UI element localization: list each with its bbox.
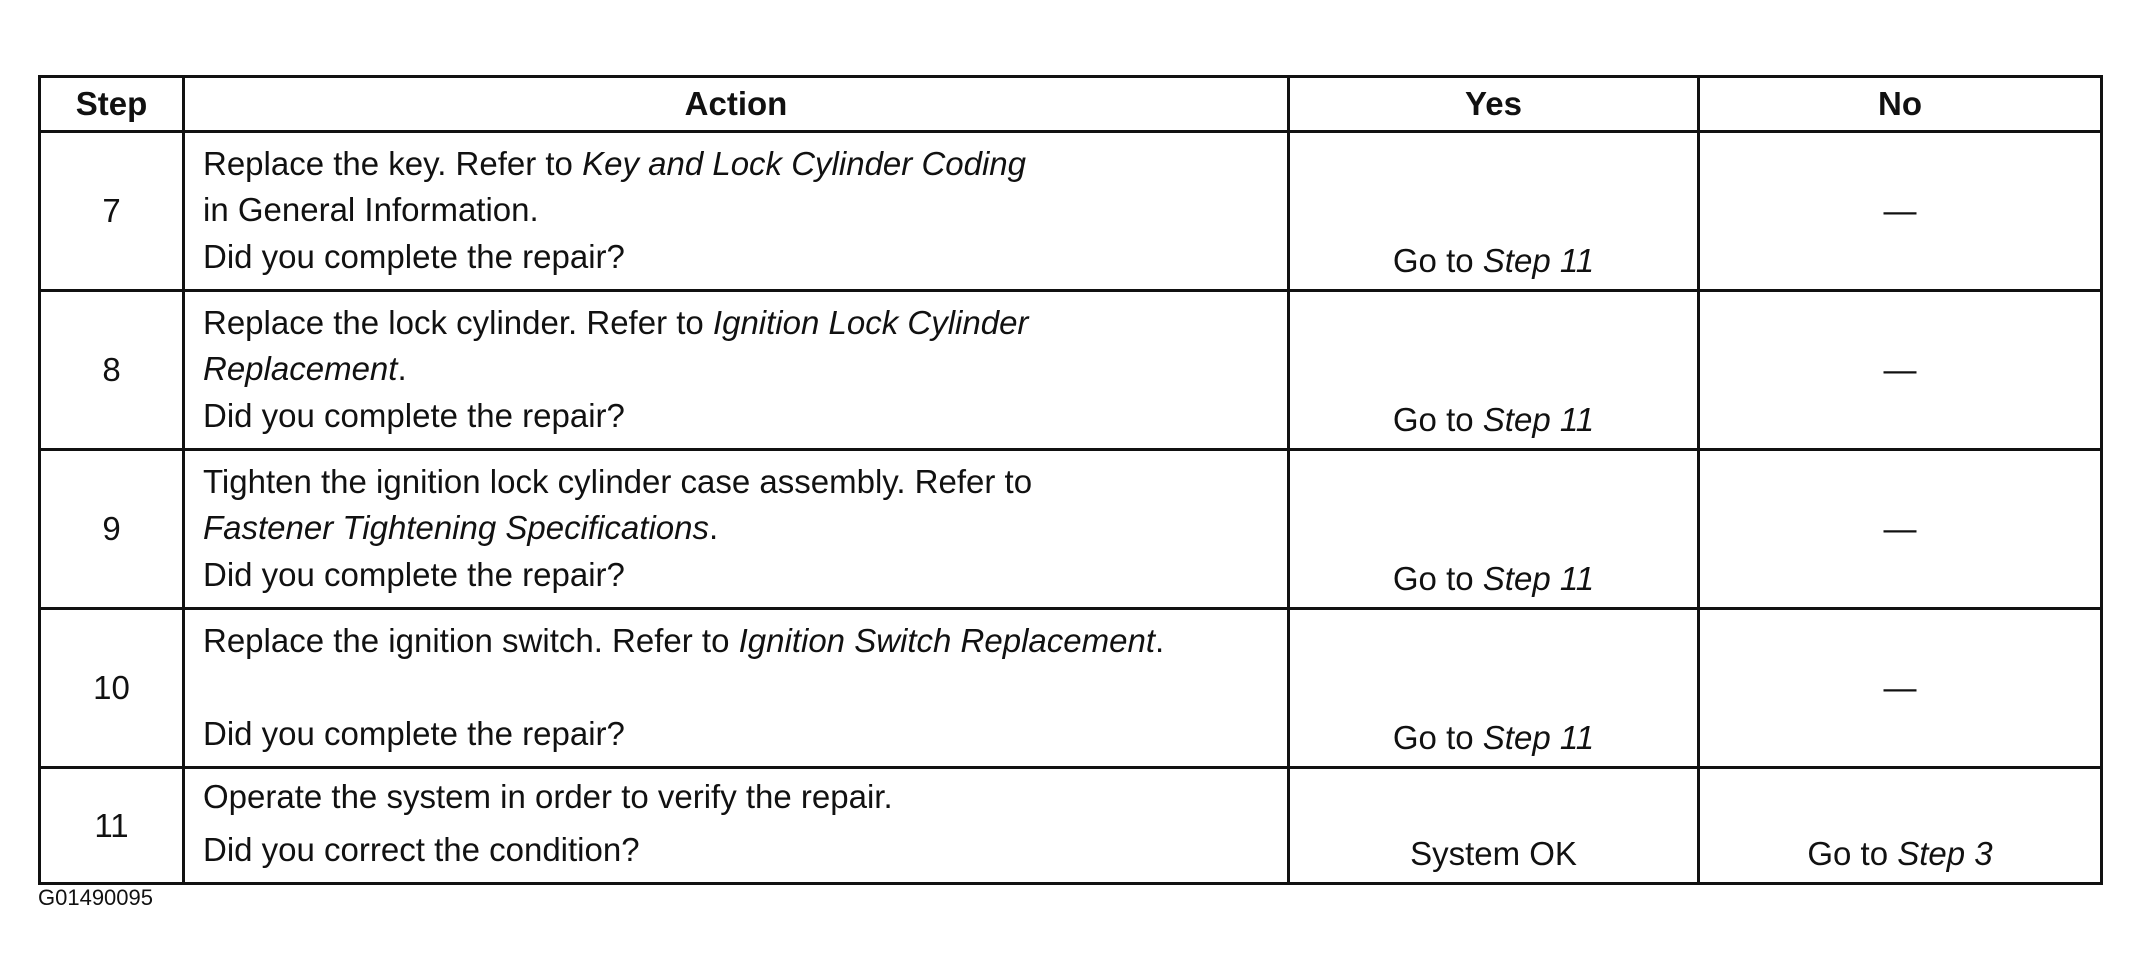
action-question: Did you complete the repair? [203, 238, 625, 275]
yes-step-reference: Step 11 [1482, 560, 1595, 597]
table-row [40, 291, 2102, 450]
no-value: — [1883, 192, 1917, 229]
action-reference: Fastener Tightening Specifications [203, 509, 709, 546]
action-text: Replace the lock cylinder. Refer to [203, 304, 713, 341]
table-header-row [40, 77, 2102, 132]
action-reference: Ignition Lock Cylinder [712, 304, 1029, 341]
action-text: . [397, 350, 407, 387]
table-row [40, 450, 2102, 609]
yes-text: Go to [1392, 560, 1483, 597]
yes-cell [1289, 450, 1699, 609]
action-question: Did you correct the condition? [203, 831, 640, 868]
action-cell [184, 609, 1289, 768]
step-number: 8 [40, 291, 184, 450]
yes-text: Go to [1392, 719, 1483, 756]
action-question: Did you complete the repair? [203, 556, 625, 593]
action-question: Did you complete the repair? [203, 397, 625, 434]
action-question: Did you complete the repair? [203, 715, 625, 752]
diagnostic-table [38, 75, 2103, 885]
step-number: 9 [40, 450, 184, 609]
header-no: No [1699, 77, 2102, 132]
action-text: . [709, 509, 719, 546]
yes-step-reference: Step 11 [1482, 242, 1595, 279]
action-cell [184, 132, 1289, 291]
action-cell [184, 450, 1289, 609]
yes-cell [1289, 609, 1699, 768]
no-cell [1699, 768, 2102, 884]
action-instruction [203, 133, 1277, 233]
yes-step-reference: Step 11 [1482, 401, 1595, 438]
yes-cell [1289, 291, 1699, 450]
action-text: in General Information. [203, 191, 539, 228]
action-text: Replace the ignition switch. Refer to [203, 622, 739, 659]
yes-text: Go to [1392, 242, 1483, 279]
no-step-reference: Step 3 [1897, 835, 1993, 872]
no-text: Go to [1807, 835, 1898, 872]
no-cell [1699, 132, 2102, 291]
step-number: 11 [40, 768, 184, 884]
action-cell [184, 768, 1289, 884]
header-step: Step [40, 77, 184, 132]
action-instruction: Operate the system in order to verify the repair. [203, 778, 893, 815]
action-text: . [1155, 622, 1165, 659]
action-reference: Ignition Switch Replacement [738, 622, 1155, 659]
yes-step-reference: Step 11 [1482, 719, 1595, 756]
no-cell [1699, 291, 2102, 450]
no-cell [1699, 450, 2102, 609]
table-row [40, 132, 2102, 291]
table-row [40, 768, 2102, 884]
header-action: Action [184, 77, 1289, 132]
yes-cell [1289, 132, 1699, 291]
step-number: 10 [40, 609, 184, 768]
action-reference: Key and Lock Cylinder Coding [582, 145, 1027, 182]
action-instruction [203, 292, 1277, 392]
no-value: — [1883, 510, 1917, 547]
no-value: — [1883, 669, 1917, 706]
yes-cell [1289, 768, 1699, 884]
action-cell [184, 291, 1289, 450]
action-text: Tighten the ignition lock cylinder case assembly. Refer to [203, 463, 1033, 500]
no-cell [1699, 609, 2102, 768]
figure-id: G01490095 [38, 885, 153, 910]
step-number: 7 [40, 132, 184, 291]
action-text: Replace the key. Refer to [203, 145, 583, 182]
yes-text: System OK [1410, 835, 1577, 872]
action-instruction [203, 610, 1277, 664]
action-reference: Replacement [203, 350, 398, 387]
yes-text: Go to [1392, 401, 1483, 438]
diagnostic-table-container [38, 75, 2100, 910]
action-instruction [203, 451, 1277, 551]
header-yes: Yes [1289, 77, 1699, 132]
table-row [40, 609, 2102, 768]
no-value: — [1883, 351, 1917, 388]
